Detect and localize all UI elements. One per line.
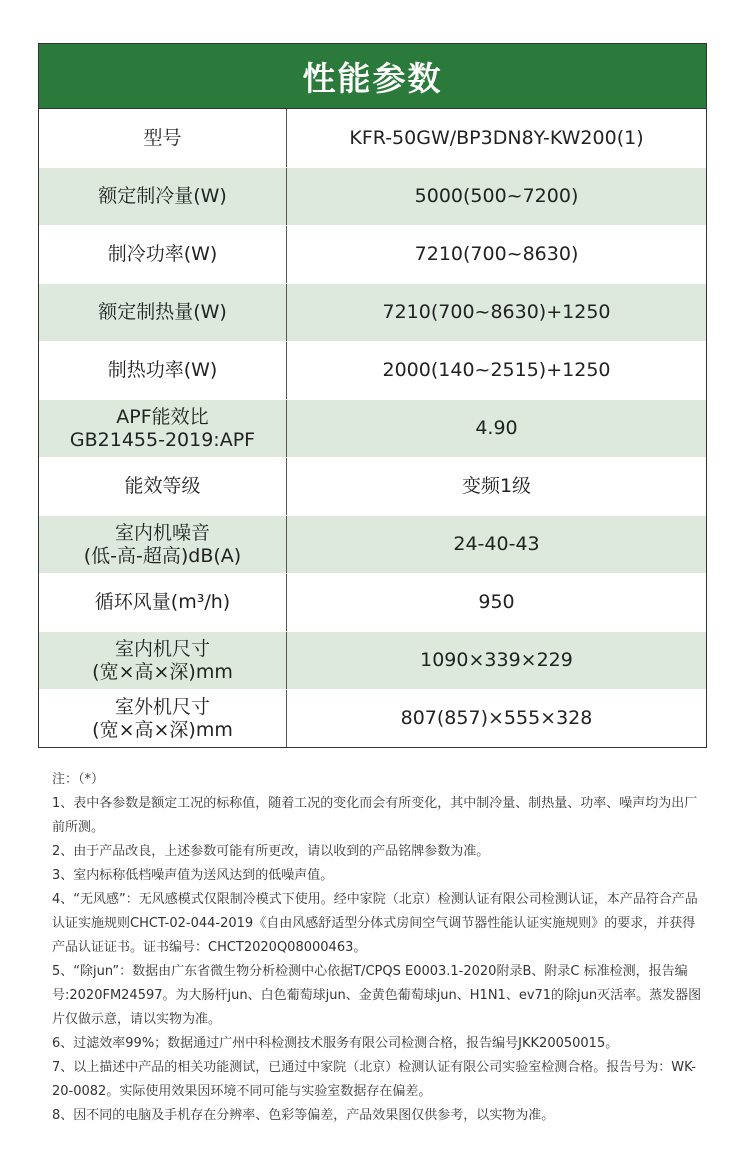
notes-heading: 注：（*） xyxy=(52,772,105,787)
row-value: 950 xyxy=(478,591,515,613)
table-title: 性能参数 xyxy=(39,44,706,109)
row-label: 额定制热量(W) xyxy=(39,284,287,341)
note-item: 4、“无风感”：无风感模式仅限制冷模式下使用。经中家院（北京）检测认证有限公司检测认证，本产品符合产品认证实施规则CHCT-02-044-2019《自由风感舒适型分体式房间空气调节器性能认证实施规则》的要求，并获得产品认证证书。证书编号：CHCT2020Q08000463。 xyxy=(52,892,698,955)
spec-table xyxy=(38,43,707,748)
note-item: 1、表中各参数是额定工况的标称值，随着工况的变化而会有所变化，其中制冷量、制热量、功率、噪声均为出厂前所测。 xyxy=(52,796,698,835)
row-value: KFR-50GW/BP3DN8Y-KW200(1) xyxy=(349,126,644,149)
row-label: 制热功率(W) xyxy=(39,342,287,399)
row-label: 额定制冷量(W) xyxy=(39,168,287,225)
row-value: 1090×339×229 xyxy=(420,649,573,671)
table-row xyxy=(39,689,706,747)
table-row xyxy=(39,167,706,225)
row-value: 7210(700~8630) xyxy=(414,243,579,265)
note-item: 8、因不同的电脑及手机存在分辨率、色彩等偏差，产品效果图仅供参考，以实物为准。 xyxy=(52,1108,555,1123)
row-value: 4.90 xyxy=(475,417,518,439)
table-row xyxy=(39,109,706,167)
row-label: 室内机噪音 (低-高-超高)dB(A) xyxy=(39,516,287,573)
table-row xyxy=(39,225,706,283)
row-label: 能效等级 xyxy=(39,458,287,515)
row-label: 型号 xyxy=(39,109,287,167)
table-row xyxy=(39,515,706,573)
row-value: 2000(140~2515)+1250 xyxy=(382,359,611,381)
row-value: 7210(700~8630)+1250 xyxy=(382,301,611,323)
table-row xyxy=(39,457,706,515)
table-body xyxy=(39,109,706,747)
row-value: 807(857)×555×328 xyxy=(400,707,593,729)
table-row xyxy=(39,573,706,631)
note-item: 5、“除jun”：数据由广东省微生物分析检测中心依据T/CPQS E0003.1-2020附录B、附录C 标准检测，报告编号:2020FM24597。为大肠杆jun、白色葡萄球jun、金黄色葡萄球jun、H1N1、ev71的除jun灭活率。蒸发器图片仅做示意，请以实物为准。 xyxy=(52,964,702,1027)
note-item: 2、由于产品改良，上述参数可能有所更改，请以收到的产品铭牌参数为准。 xyxy=(52,844,490,859)
row-label: 室外机尺寸 (宽×高×深)mm xyxy=(39,690,287,747)
table-row xyxy=(39,283,706,341)
table-row xyxy=(39,631,706,689)
table-row xyxy=(39,341,706,399)
note-item: 7、以上描述中产品的相关功能测试，已通过中家院（北京）检测认证有限公司实验室检测合格。报告号为：WK-20-0082。实际使用效果因环境不同可能与实验室数据存在偏差。 xyxy=(52,1060,696,1099)
row-label: APF能效比 GB21455-2019:APF xyxy=(39,400,287,457)
row-value: 24-40-43 xyxy=(453,533,540,555)
row-label: 制冷功率(W) xyxy=(39,226,287,283)
row-value: 5000(500~7200) xyxy=(414,185,579,207)
notes-section xyxy=(52,768,702,1128)
note-item: 3、室内标称低档噪声值为送风达到的低噪声值。 xyxy=(52,868,334,883)
note-item: 6、过滤效率99%；数据通过广州中科检测技术服务有限公司检测合格，报告编号JKK20050015。 xyxy=(52,1036,619,1051)
row-label: 室内机尺寸 (宽×高×深)mm xyxy=(39,632,287,689)
row-label: 循环风量(m³/h) xyxy=(39,574,287,631)
row-value: 变频1级 xyxy=(461,475,532,497)
table-row xyxy=(39,399,706,457)
